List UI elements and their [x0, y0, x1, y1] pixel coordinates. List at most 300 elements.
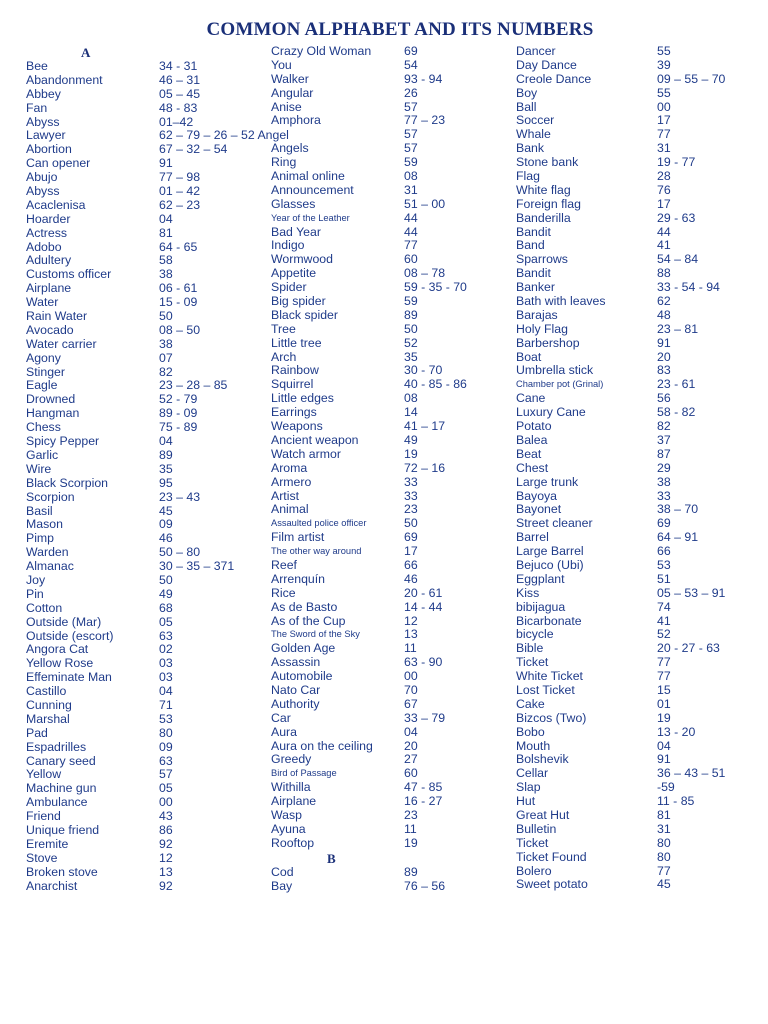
item-number: 29: [657, 460, 671, 475]
item-number: 91: [159, 156, 173, 171]
item-name: Cod: [271, 864, 294, 879]
item-name: Cunning: [26, 697, 72, 712]
list-item: [516, 503, 756, 517]
list-item: [516, 253, 756, 267]
item-number: 19: [404, 446, 418, 461]
item-name: Nato Car: [271, 682, 321, 697]
item-name: Rice: [271, 585, 296, 600]
list-item: [26, 102, 266, 116]
item-name: Ticket Found: [516, 849, 587, 864]
list-item: [271, 226, 511, 240]
item-name: Reef: [271, 557, 297, 572]
item-name: Pad: [26, 725, 48, 740]
list-item: [516, 573, 756, 587]
list-item: [26, 338, 266, 352]
list-item: [516, 823, 756, 837]
item-name: Street cleaner: [516, 516, 593, 531]
list-item: [516, 128, 756, 142]
item-name: Abandonment: [26, 72, 103, 87]
item-name: Holy Flag: [516, 321, 568, 336]
item-name: Hoarder: [26, 211, 71, 226]
item-number: 23 – 28 – 85: [159, 378, 228, 393]
list-item: [516, 476, 756, 490]
item-name: Bee: [26, 59, 48, 73]
item-number: 05 – 53 – 91: [657, 585, 726, 600]
item-name: Slap: [516, 780, 541, 795]
item-name: Band: [516, 238, 545, 253]
item-name: Abyss: [26, 184, 60, 199]
item-name: Artist: [271, 488, 300, 503]
list-item: [516, 795, 756, 809]
item-number: 62: [657, 294, 671, 309]
item-name: Bicarbonate: [516, 613, 582, 628]
list-item: [516, 628, 756, 642]
item-number: 76: [657, 182, 671, 197]
list-item: [271, 740, 511, 754]
list-item: [271, 267, 511, 281]
item-name: Creole Dance: [516, 71, 592, 86]
item-name: Anarchist: [26, 878, 78, 893]
item-name: Spider: [271, 280, 307, 295]
list-item: [26, 685, 266, 699]
item-name: As of the Cup: [271, 613, 346, 628]
item-number: 86: [159, 822, 173, 837]
list-item: [271, 239, 511, 253]
list-item: [271, 87, 511, 101]
list-item: [26, 657, 266, 671]
item-number: 20 - 27 - 63: [657, 641, 720, 656]
list-item: [271, 656, 511, 670]
item-number: 30 - 70: [404, 363, 443, 378]
item-name: Appetite: [271, 266, 317, 281]
list-item: [271, 462, 511, 476]
item-name: Assassin: [271, 655, 321, 670]
item-name: Wasp: [271, 807, 302, 822]
item-name: Bath with leaves: [516, 294, 606, 309]
list-item: [516, 809, 756, 823]
item-name: Barajas: [516, 307, 558, 322]
list-item: [516, 851, 756, 865]
list-item: [26, 213, 266, 227]
list-item: [26, 407, 266, 421]
item-number: 76 – 56: [404, 878, 446, 893]
item-number: 95: [159, 475, 173, 490]
item-number: 91: [657, 335, 671, 350]
list-item: [271, 281, 511, 295]
list-item: [516, 601, 756, 615]
list-item: [516, 59, 756, 73]
item-number: 11: [404, 821, 417, 836]
item-name: Tree: [271, 321, 296, 336]
list-item: [271, 114, 511, 128]
list-item: [271, 531, 511, 545]
list-item: [271, 545, 511, 559]
list-item: [26, 254, 266, 268]
list-item: [271, 406, 511, 420]
list-item: [271, 573, 511, 587]
item-number: 17: [657, 113, 671, 128]
item-name: Adobo: [26, 239, 62, 254]
list-item: [271, 73, 511, 87]
item-number: 39: [657, 57, 671, 72]
item-number: 19: [657, 710, 671, 725]
item-name: Adultery: [26, 253, 72, 268]
item-name: Cane: [516, 391, 546, 406]
item-number: 41 – 17: [404, 419, 446, 434]
item-name: Great Hut: [516, 807, 570, 822]
item-name: Amphora: [271, 113, 321, 128]
item-number: 77: [404, 238, 418, 253]
list-item: [516, 267, 756, 281]
list-item: [516, 87, 756, 101]
list-item: [516, 753, 756, 767]
item-number: 20: [404, 738, 418, 753]
item-number: 45: [159, 503, 173, 518]
item-number: 64 - 65: [159, 239, 198, 254]
list-item: [516, 295, 756, 309]
item-number: 44: [404, 210, 418, 225]
item-number: 54 – 84: [657, 252, 699, 267]
item-number: 59: [404, 294, 418, 309]
item-number: 45: [657, 877, 671, 892]
item-name: Walker: [271, 71, 309, 86]
item-number: 46 – 31: [159, 72, 201, 87]
item-name: Scorpion: [26, 489, 75, 504]
list-item: [271, 170, 511, 184]
item-name: Banderilla: [516, 210, 571, 225]
item-name: Wormwood: [271, 252, 333, 267]
item-number: 04: [159, 211, 173, 226]
list-item: [271, 337, 511, 351]
list-item: [271, 601, 511, 615]
item-number: 37: [657, 432, 671, 447]
item-number: 01–42: [159, 114, 194, 129]
item-name: Black Scorpion: [26, 475, 109, 490]
item-name: Outside (escort): [26, 628, 114, 643]
list-item: [271, 128, 511, 142]
list-item: [26, 838, 266, 852]
item-number: 29 - 63: [657, 210, 696, 225]
list-item: [516, 184, 756, 198]
item-name: Warden: [26, 545, 69, 560]
item-number: 01 – 42: [159, 184, 201, 199]
item-name: The other way around: [271, 546, 362, 557]
item-name: Authority: [271, 696, 320, 711]
item-name: Bobo: [516, 724, 545, 739]
item-name: Big spider: [271, 294, 326, 309]
item-name: Almanac: [26, 559, 74, 574]
item-name: Stone bank: [516, 155, 579, 170]
item-name: Car: [271, 710, 291, 725]
item-name: Golden Age: [271, 641, 336, 656]
item-number: 33: [657, 488, 671, 503]
item-number: 36 – 43 – 51: [657, 766, 726, 781]
list-item: [271, 559, 511, 573]
list-item: [516, 101, 756, 115]
item-number: 87: [657, 446, 671, 461]
item-number: 06 - 61: [159, 281, 198, 296]
list-item: [516, 462, 756, 476]
item-number: 59: [404, 155, 418, 170]
item-name: As de Basto: [271, 599, 338, 614]
item-number: 13: [404, 627, 418, 642]
item-number: 57: [404, 127, 418, 142]
list-item: [26, 796, 266, 810]
item-name: Eremite: [26, 836, 69, 851]
list-item: [271, 866, 511, 880]
item-number: 05 – 45: [159, 86, 201, 101]
list-item: [271, 212, 511, 226]
item-number: 52: [657, 627, 671, 642]
list-item: [516, 448, 756, 462]
item-number: 57: [159, 767, 173, 782]
list-item: [516, 323, 756, 337]
list-item: [271, 351, 511, 365]
item-name: The Sword of the Sky: [271, 629, 360, 640]
list-item: [26, 157, 266, 171]
item-number: 69: [657, 516, 671, 531]
item-name: Canary seed: [26, 753, 96, 768]
item-name: Acaclenisa: [26, 197, 86, 212]
list-item: [516, 781, 756, 795]
list-item: [26, 491, 266, 505]
item-name: Arch: [271, 349, 297, 364]
item-name: Arrenquín: [271, 571, 326, 586]
list-item: [271, 795, 511, 809]
item-name: Unique friend: [26, 822, 100, 837]
item-number: 49: [159, 586, 173, 601]
list-item: [26, 199, 266, 213]
list-item: [271, 392, 511, 406]
item-number: 04: [657, 738, 671, 753]
item-number: 55: [657, 85, 671, 100]
list-item: [271, 434, 511, 448]
list-item: [271, 364, 511, 378]
list-item: [26, 143, 266, 157]
item-number: 57: [404, 141, 418, 156]
list-item: [516, 212, 756, 226]
item-number: 89: [404, 307, 418, 322]
item-number: 77 – 98: [159, 170, 201, 185]
item-name: Bayonet: [516, 502, 562, 517]
list-item: [26, 310, 266, 324]
item-number: 82: [657, 419, 671, 434]
item-name: Bayoya: [516, 488, 558, 503]
item-number: 66: [657, 544, 671, 559]
item-name: Bank: [516, 141, 545, 156]
item-number: 63 - 90: [404, 655, 443, 670]
item-number: 59 - 35 - 70: [404, 280, 467, 295]
item-name: Joy: [26, 572, 46, 587]
item-name: Angels: [271, 141, 309, 156]
item-name: Kiss: [516, 585, 540, 600]
item-number: 50: [159, 572, 173, 587]
item-name: Chamber pot (Grinal): [516, 379, 604, 390]
item-number: 47 - 85: [404, 780, 443, 795]
item-name: Bulletin: [516, 821, 557, 836]
item-number: 09: [159, 739, 173, 754]
item-name: Barrel: [516, 530, 549, 545]
item-number: 00: [404, 669, 418, 684]
list-item: [26, 366, 266, 380]
item-name: Announcement: [271, 182, 354, 197]
item-number: 92: [159, 878, 173, 893]
item-number: 62 – 23: [159, 197, 201, 212]
list-item: [271, 323, 511, 337]
list-item: [516, 878, 756, 892]
item-name: Avocado: [26, 322, 74, 337]
item-name: Bejuco (Ubi): [516, 557, 584, 572]
list-item: [516, 73, 756, 87]
item-number: 74: [657, 599, 671, 614]
item-name: Stove: [26, 850, 58, 865]
item-name: Watch armor: [271, 446, 341, 461]
item-name: Large Barrel: [516, 544, 584, 559]
item-number: 35: [159, 461, 173, 476]
item-number: 52: [404, 335, 418, 350]
list-item: [271, 823, 511, 837]
item-name: White flag: [516, 182, 571, 197]
item-name: Sweet potato: [516, 877, 588, 892]
list-item: [26, 282, 266, 296]
item-name: Angora Cat: [26, 642, 89, 657]
item-number: 08 – 78: [404, 266, 446, 281]
list-item: [516, 392, 756, 406]
list-item: [26, 268, 266, 282]
item-number: 51 – 00: [404, 196, 446, 211]
item-number: 69: [404, 530, 418, 545]
item-number: 63: [159, 753, 173, 768]
item-number: 67 – 32 – 54: [159, 142, 228, 157]
item-number: 33 – 79: [404, 710, 446, 725]
item-number: 89: [404, 864, 418, 879]
item-name: Bird of Passage: [271, 768, 337, 779]
list-item: [26, 699, 266, 713]
list-item: [26, 643, 266, 657]
item-name: Balea: [516, 432, 548, 447]
item-number: 63: [159, 628, 173, 643]
list-item: [26, 352, 266, 366]
item-name: Yellow: [26, 767, 62, 782]
item-number: 53: [159, 711, 173, 726]
list-item: [271, 726, 511, 740]
item-number: 20 - 61: [404, 585, 443, 600]
item-name: Assaulted police officer: [271, 518, 367, 529]
item-name: White Ticket: [516, 669, 583, 684]
item-name: Boy: [516, 85, 538, 100]
item-name: Little edges: [271, 391, 334, 406]
item-number: 91: [657, 752, 671, 767]
item-number: 52 - 79: [159, 392, 198, 407]
list-item: [516, 545, 756, 559]
item-number: 68: [159, 600, 173, 615]
item-number: 50: [404, 516, 418, 531]
item-number: 05: [159, 781, 173, 796]
item-name: Outside (Mar): [26, 614, 102, 629]
item-name: Stinger: [26, 364, 65, 379]
item-number: 58 - 82: [657, 405, 696, 420]
list-item: [271, 253, 511, 267]
item-number: 66: [404, 557, 418, 572]
list-item: [26, 588, 266, 602]
item-number: 11: [404, 641, 417, 656]
item-number: 83: [657, 363, 671, 378]
list-item: [516, 559, 756, 573]
list-item: [26, 518, 266, 532]
list-item: [26, 449, 266, 463]
item-name: Abbey: [26, 86, 61, 101]
item-name: Film artist: [271, 530, 325, 545]
item-number: 27: [404, 752, 418, 767]
item-number: 50: [404, 321, 418, 336]
list-item: [516, 198, 756, 212]
item-number: 01: [657, 696, 671, 711]
item-name: Fan: [26, 100, 48, 115]
item-name: Sparrows: [516, 252, 568, 267]
list-item: [26, 713, 266, 727]
item-name: Rooftop: [271, 835, 315, 850]
item-name: Squirrel: [271, 377, 314, 392]
item-name: Bay: [271, 878, 293, 893]
item-number: 00: [657, 99, 671, 114]
item-name: Rainbow: [271, 363, 319, 378]
item-number: 89: [159, 447, 173, 462]
item-name: Angular: [271, 85, 314, 100]
item-name: Bandit: [516, 266, 551, 281]
item-number: 08: [404, 391, 418, 406]
item-name: Yellow Rose: [26, 656, 94, 671]
item-name: Little tree: [271, 335, 322, 350]
item-number: 60: [404, 766, 418, 781]
item-name: Lawyer: [26, 128, 66, 143]
item-name: Agony: [26, 350, 61, 365]
item-number: 46: [159, 531, 173, 546]
item-number: 08 – 50: [159, 322, 201, 337]
item-number: 08: [404, 169, 418, 184]
item-number: 15 - 09: [159, 295, 198, 310]
item-name: Pin: [26, 586, 44, 601]
list-item: [271, 184, 511, 198]
item-number: 80: [159, 725, 173, 740]
item-number: 50 – 80: [159, 545, 201, 560]
item-name: Crazy Old Woman: [271, 44, 372, 58]
list-item: [271, 378, 511, 392]
list-item: [26, 852, 266, 866]
item-number: 15: [657, 682, 671, 697]
item-number: 00: [159, 795, 173, 810]
list-item: [26, 241, 266, 255]
item-name: Whale: [516, 127, 551, 142]
list-item: [516, 531, 756, 545]
item-number: 13 - 20: [657, 724, 696, 739]
item-number: 04: [159, 684, 173, 699]
list-item: [271, 490, 511, 504]
list-item: [26, 755, 266, 769]
item-name: Abujo: [26, 170, 58, 185]
list-item: [516, 684, 756, 698]
item-number: 55: [657, 44, 671, 58]
item-name: You: [271, 57, 292, 72]
item-name: Dancer: [516, 44, 556, 58]
item-name: Bolero: [516, 863, 552, 878]
item-name: Umbrella stick: [516, 363, 594, 378]
list-item: [271, 142, 511, 156]
item-name: Cellar: [516, 766, 549, 781]
item-number: 89 - 09: [159, 406, 198, 421]
item-name: Weapons: [271, 419, 323, 434]
list-item: [516, 351, 756, 365]
item-number: 14: [404, 405, 418, 420]
